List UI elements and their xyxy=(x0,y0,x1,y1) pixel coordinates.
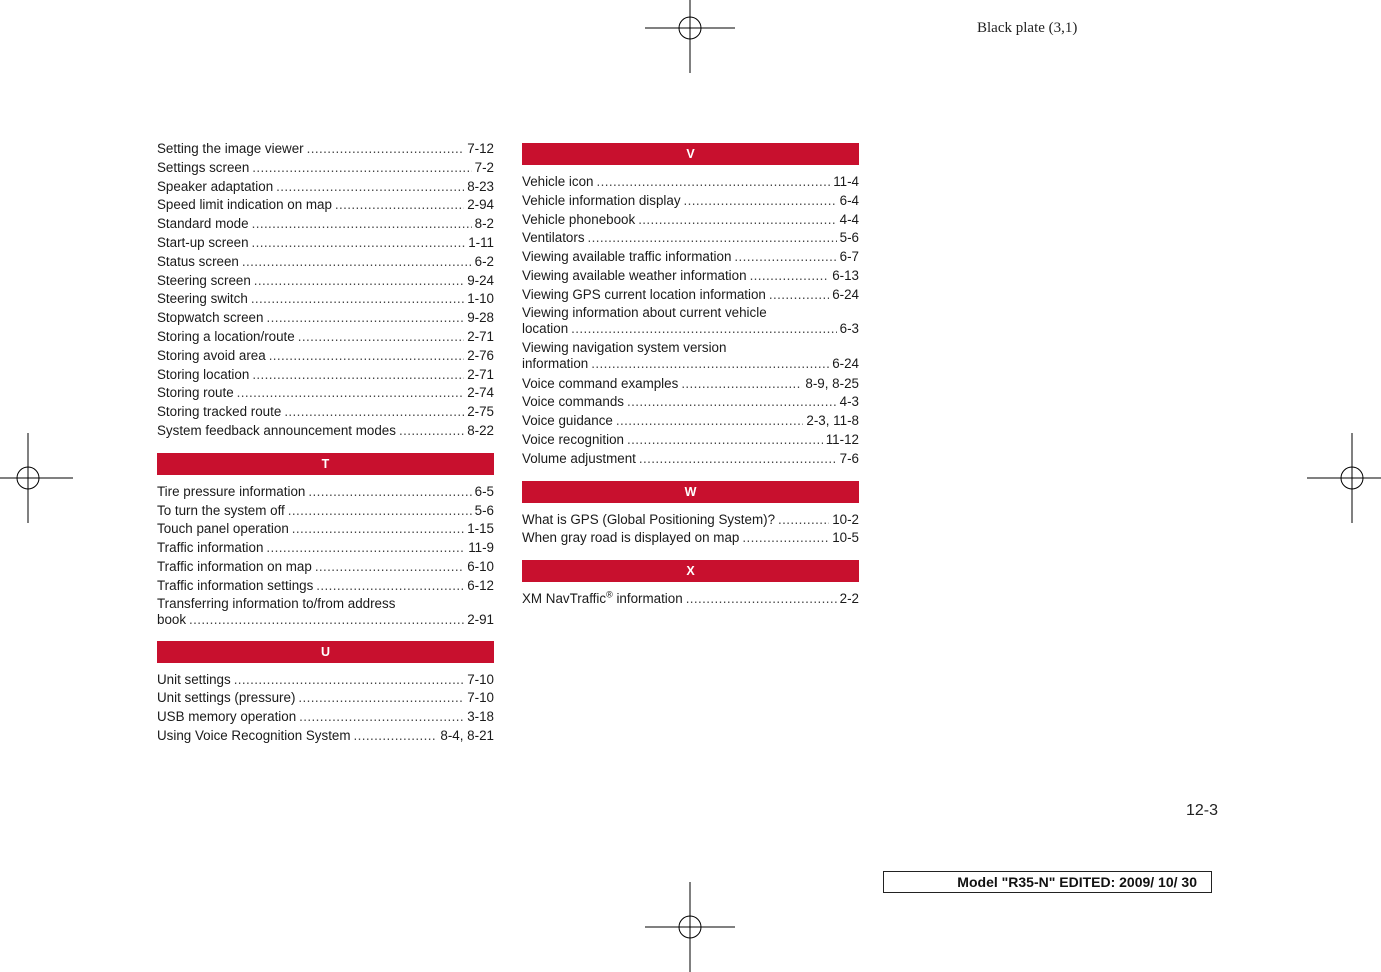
index-entry xyxy=(157,253,494,272)
entry-text: Standard mode xyxy=(157,216,249,232)
leader-dots xyxy=(399,422,464,441)
section-header-v: V xyxy=(522,143,859,165)
leader-dots xyxy=(591,356,829,373)
entry-text: Unit settings (pressure) xyxy=(157,690,296,706)
entry-page: 6-24 xyxy=(832,286,859,302)
entry-page: 8-9, 8-25 xyxy=(805,375,859,391)
leader-dots xyxy=(596,173,830,192)
leader-dots xyxy=(750,267,830,286)
leader-dots xyxy=(686,590,837,609)
entry-page: 4-3 xyxy=(839,394,859,410)
index-list-s xyxy=(157,140,494,441)
index-entry xyxy=(157,596,494,629)
index-column-right xyxy=(522,143,859,609)
index-entry xyxy=(522,393,859,412)
leader-dots xyxy=(308,483,471,502)
index-entry xyxy=(157,290,494,309)
entry-page: 9-24 xyxy=(467,272,494,288)
index-entry xyxy=(522,173,859,192)
entry-page: 6-24 xyxy=(832,356,859,372)
entry-text: book xyxy=(157,612,187,628)
index-entry xyxy=(157,159,494,178)
entry-text: Status screen xyxy=(157,253,239,269)
entry-page: 8-23 xyxy=(467,178,494,194)
leader-dots xyxy=(251,290,464,309)
section-header-t: T xyxy=(157,453,494,475)
entry-text: Speaker adaptation xyxy=(157,178,274,194)
entry-page: 2-76 xyxy=(467,347,494,363)
entry-text: location xyxy=(522,321,569,337)
entry-page: 6-10 xyxy=(467,558,494,574)
index-entry xyxy=(157,727,494,746)
entry-text: Setting the image viewer xyxy=(157,141,304,156)
entry-text: Volume adjustment xyxy=(522,450,636,466)
section-header-x: X xyxy=(522,560,859,582)
entry-page: 1-11 xyxy=(468,234,494,250)
index-entry xyxy=(157,671,494,690)
model-footer: Model "R35-N" EDITED: 2009/ 10/ 30 xyxy=(883,871,1212,893)
index-entry xyxy=(522,229,859,248)
entry-text: Voice commands xyxy=(522,394,624,410)
entry-page: 6-2 xyxy=(474,253,494,269)
entry-page: 2-91 xyxy=(467,612,494,628)
entry-page: 6-12 xyxy=(467,577,494,593)
leader-dots xyxy=(588,229,837,248)
entry-text: Storing tracked route xyxy=(157,404,282,420)
index-entry xyxy=(157,366,494,385)
entry-page: 6-13 xyxy=(832,267,859,283)
leader-dots xyxy=(571,321,836,338)
entry-page: 2-94 xyxy=(467,197,494,213)
entry-text: Storing avoid area xyxy=(157,347,266,363)
leader-dots xyxy=(307,140,465,159)
index-entry xyxy=(157,502,494,521)
leader-dots xyxy=(252,234,466,253)
entry-text: Ventilators xyxy=(522,230,585,246)
entry-page: 7-10 xyxy=(467,690,494,706)
plate-label: Black plate (3,1) xyxy=(977,20,1078,36)
leader-dots xyxy=(354,727,438,746)
registration-crosshair-icon xyxy=(645,882,735,972)
entry-page: 2-2 xyxy=(839,591,859,607)
leader-dots xyxy=(266,539,465,558)
leader-dots xyxy=(681,375,802,394)
leader-dots xyxy=(292,520,464,539)
entry-page: 7-10 xyxy=(467,671,494,687)
index-entry xyxy=(157,309,494,328)
entry-text: information xyxy=(522,356,589,372)
registration-crosshair-icon xyxy=(0,433,73,523)
entry-page: 6-3 xyxy=(839,321,859,337)
index-entry xyxy=(157,140,494,159)
entry-text: Viewing information about current vehicle xyxy=(522,304,767,320)
entry-text: What is GPS (Global Positioning System)? xyxy=(522,511,776,527)
entry-text: Traffic information on map xyxy=(157,558,312,574)
leader-dots xyxy=(276,178,464,197)
leader-dots xyxy=(242,253,472,272)
section-header-w: W xyxy=(522,481,859,503)
index-entry xyxy=(157,328,494,347)
entry-text: Viewing available traffic information xyxy=(522,249,732,265)
index-entry xyxy=(522,211,859,230)
entry-text: Transferring information to/from address xyxy=(157,595,396,611)
entry-page: 11-9 xyxy=(468,540,494,556)
index-entry xyxy=(157,272,494,291)
leader-dots xyxy=(627,431,823,450)
leader-dots xyxy=(316,577,464,596)
entry-text: USB memory operation xyxy=(157,709,297,725)
leader-dots xyxy=(252,215,472,234)
entry-page: 2-3, 11-8 xyxy=(806,413,859,429)
leader-dots xyxy=(252,366,464,385)
index-list-v-cont xyxy=(522,375,859,469)
entry-text: Vehicle icon xyxy=(522,174,594,189)
page-number: 12-3 xyxy=(1186,802,1219,819)
leader-dots xyxy=(638,211,836,230)
entry-text: Vehicle information display xyxy=(522,192,681,208)
leader-dots xyxy=(189,612,464,629)
entry-text: Viewing GPS current location information xyxy=(522,286,766,302)
index-entry xyxy=(522,529,859,548)
index-entry xyxy=(157,403,494,422)
entry-page: 8-4, 8-21 xyxy=(440,727,494,743)
entry-text: To turn the system off xyxy=(157,502,285,518)
leader-dots xyxy=(299,708,464,727)
entry-page: 1-15 xyxy=(467,521,494,537)
index-entry xyxy=(522,511,859,530)
leader-dots xyxy=(298,328,464,347)
index-entry xyxy=(522,340,859,373)
index-list-u xyxy=(157,671,494,746)
leader-dots xyxy=(288,502,472,521)
index-entry xyxy=(522,305,859,338)
index-column-left xyxy=(157,140,494,746)
leader-dots xyxy=(254,272,464,291)
entry-text: Traffic information xyxy=(157,540,264,556)
entry-page: 7-12 xyxy=(467,141,494,156)
index-entry xyxy=(157,483,494,502)
entry-text: Traffic information settings xyxy=(157,577,314,593)
entry-page: 11-12 xyxy=(825,431,859,447)
leader-dots xyxy=(639,450,837,469)
entry-text: Start-up screen xyxy=(157,234,249,250)
entry-page: 2-74 xyxy=(467,385,494,401)
index-entry xyxy=(157,347,494,366)
registration-crosshair-icon xyxy=(1307,433,1381,523)
entry-text: Voice command examples xyxy=(522,375,679,391)
entry-text-part: XM NavTraffic xyxy=(522,591,607,607)
index-entry xyxy=(157,384,494,403)
entry-text: System feedback announcement modes xyxy=(157,422,396,438)
entry-page: 5-6 xyxy=(839,230,859,246)
registered-mark: ® xyxy=(606,589,613,600)
index-entry xyxy=(522,248,859,267)
entry-text: Voice recognition xyxy=(522,431,624,447)
entry-page: 7-6 xyxy=(839,450,859,466)
entry-page: 4-4 xyxy=(839,211,859,227)
entry-text: Speed limit indication on map xyxy=(157,197,332,213)
entry-text: Storing location xyxy=(157,366,250,382)
leader-dots xyxy=(616,412,804,431)
leader-dots xyxy=(769,286,829,305)
index-entry xyxy=(157,196,494,215)
index-entry xyxy=(157,577,494,596)
index-entry xyxy=(522,431,859,450)
leader-dots xyxy=(298,689,464,708)
entry-page: 6-5 xyxy=(474,483,494,499)
entry-text: Viewing available weather information xyxy=(522,267,747,283)
index-entry xyxy=(157,234,494,253)
entry-text: Stopwatch screen xyxy=(157,310,264,326)
leader-dots xyxy=(284,403,464,422)
index-list-t xyxy=(157,483,494,596)
index-entry xyxy=(157,520,494,539)
index-entry xyxy=(157,215,494,234)
leader-dots xyxy=(734,248,836,267)
entry-text: Steering switch xyxy=(157,291,248,307)
registration-crosshair-icon xyxy=(645,0,735,73)
index-entry xyxy=(157,689,494,708)
entry-page: 6-4 xyxy=(839,192,859,208)
leader-dots xyxy=(684,192,837,211)
entry-text: Tire pressure information xyxy=(157,483,306,499)
entry-text: Storing a location/route xyxy=(157,328,295,344)
entry-text: Storing route xyxy=(157,385,234,401)
leader-dots xyxy=(266,309,464,328)
entry-text: Viewing navigation system version xyxy=(522,339,727,355)
entry-page: 5-6 xyxy=(474,502,494,518)
leader-dots xyxy=(778,511,829,530)
index-list-v xyxy=(522,173,859,305)
index-entry xyxy=(522,286,859,305)
index-entry xyxy=(522,412,859,431)
entry-page: 3-18 xyxy=(467,709,494,725)
entry-page: 6-7 xyxy=(839,249,859,265)
index-entry xyxy=(522,267,859,286)
entry-page: 8-22 xyxy=(467,422,494,438)
entry-text-part: information xyxy=(612,591,683,607)
entry-text: When gray road is displayed on map xyxy=(522,530,740,546)
index-entry xyxy=(157,539,494,558)
leader-dots xyxy=(742,529,829,548)
index-entry xyxy=(157,422,494,441)
index-entry xyxy=(157,178,494,197)
leader-dots xyxy=(237,384,465,403)
entry-page: 2-71 xyxy=(467,366,494,382)
leader-dots xyxy=(315,558,464,577)
index-entry xyxy=(522,450,859,469)
index-entry xyxy=(157,708,494,727)
index-entry xyxy=(522,192,859,211)
entry-page: 7-2 xyxy=(474,159,494,175)
entry-text: Using Voice Recognition System xyxy=(157,727,351,743)
index-entry xyxy=(522,375,859,394)
entry-text: Settings screen xyxy=(157,159,250,175)
entry-page: 9-28 xyxy=(467,310,494,326)
leader-dots xyxy=(234,671,465,690)
entry-text: Steering screen xyxy=(157,272,251,288)
entry-page: 8-2 xyxy=(474,216,494,232)
leader-dots xyxy=(335,196,464,215)
entry-page: 2-71 xyxy=(467,328,494,344)
entry-page: 1-10 xyxy=(467,291,494,307)
entry-text: Touch panel operation xyxy=(157,521,289,537)
entry-text: Voice guidance xyxy=(522,413,613,429)
entry-text: Unit settings xyxy=(157,671,231,687)
leader-dots xyxy=(252,159,471,178)
entry-page: 10-5 xyxy=(832,530,859,546)
index-entry xyxy=(157,558,494,577)
section-header-u: U xyxy=(157,641,494,663)
entry-page: 10-2 xyxy=(832,511,859,527)
entry-page: 11-4 xyxy=(833,174,859,189)
leader-dots xyxy=(627,393,837,412)
index-list-w xyxy=(522,511,859,549)
index-entry xyxy=(522,590,859,609)
leader-dots xyxy=(269,347,465,366)
entry-text: Vehicle phonebook xyxy=(522,211,636,227)
entry-page: 2-75 xyxy=(467,404,494,420)
entry-text xyxy=(522,590,683,609)
